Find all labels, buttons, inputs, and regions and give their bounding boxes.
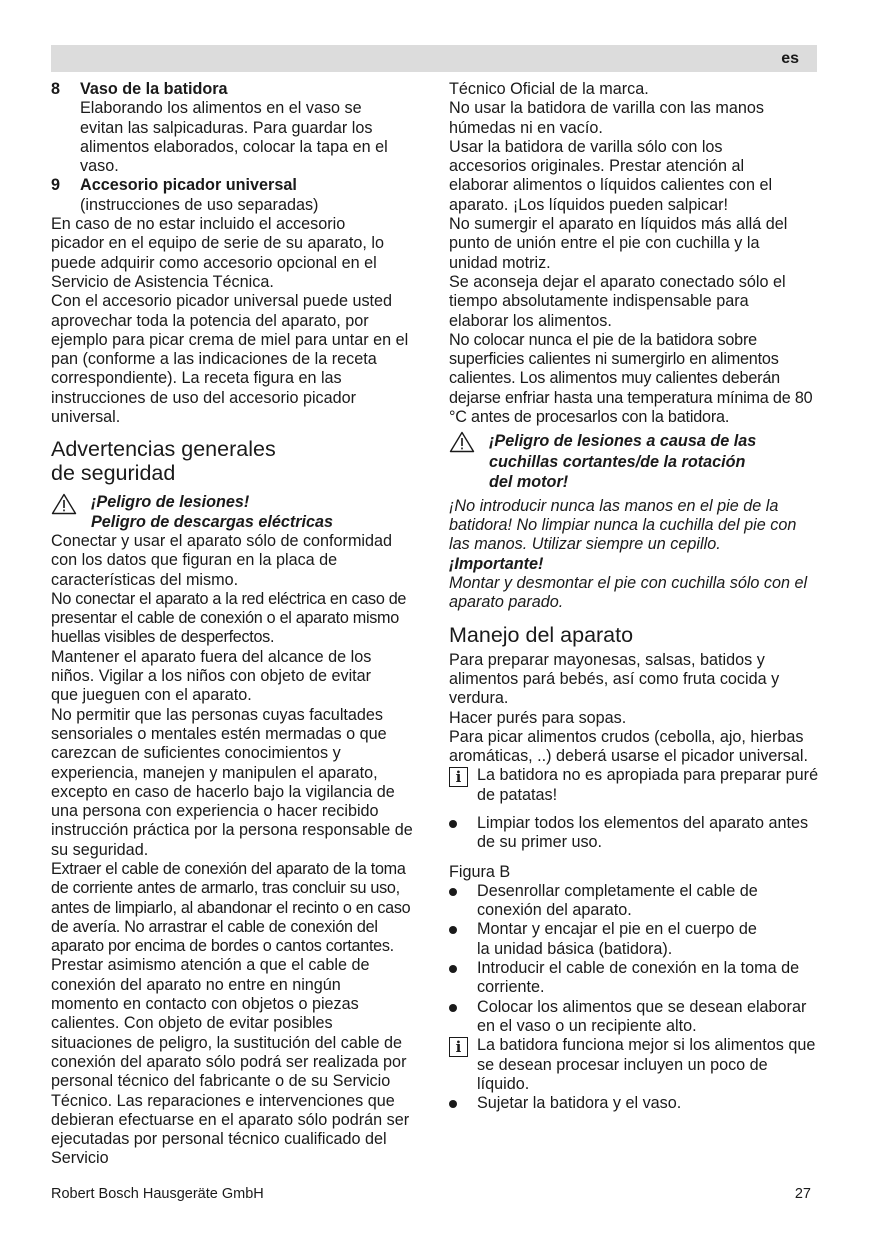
warning-text: del motor! [489,473,569,492]
right-column [449,80,819,1113]
item-text: Elaborando los alimentos en el vaso se evitan las salpicaduras. Para guardar los alimentos elaborados, colocar la tapa en el vaso. [80,99,388,176]
paragraph: Para preparar mayonesas, salsas, batidos y alimentos pará bebés, así como fruta cocida y verdura. [449,650,780,708]
bullet-text: Colocar los alimentos que se desean elaborar en el vaso o un recipiente alto. [477,997,807,1035]
bullet-text: Desenrollar completamente el cable de conexión del aparato. [477,881,758,920]
item-text: (instrucciones de uso separadas) [80,195,319,214]
paragraph: Para picar alimentos crudos (cebolla, ajo, hierbas aromáticas, ..) deberá usarse el picador universal. [449,727,808,766]
important-label: ¡Importante! [449,554,544,573]
list-item [449,998,819,1037]
info-note [449,1036,819,1094]
section-heading: Advertencias generales de seguridad [51,437,276,486]
paragraph: Con el accesorio picador universal puede usted aprovechar toda la potencia del aparato, por ejemplo para picar crema de miel para untar en el pan (conforme a las indicaciones de la receta correspondiente). La receta figura en las instrucciones de uso del accesorio picador universal. [51,292,409,427]
warning-text: Peligro de descargas eléctricas [91,512,334,531]
section-heading: Manejo del aparato [449,622,634,647]
item-number: 8 [51,80,61,98]
language-code: es [781,50,799,67]
list-item [449,959,819,998]
paragraph: Prestar asimismo atención a que el cable de conexión del aparato no entre en ningún momento en contacto con objetos o piezas calientes. Con objeto de evitar posibles situaciones de peligro, la sustitución del cable de conexión del aparato sólo podrá ser realizada por personal técnico del fabricante o de su Servicio Técnico. Las reparaciones e intervenciones que debieran efectuarse en el aparato sólo podrán ser ejecutadas por personal técnico cualificado del Servicio [51,956,410,1168]
paragraph: No permitir que las personas cuyas facultades sensoriales o mentales estén mermadas o que carezcan de suficientes conocimientos y experiencia, manejen y manipulen el aparato, excepto en caso de hacerlo bajo la vigilancia de una persona con experiencia o hacer recibido instrucción práctica por la persona responsable de su seguridad. [51,705,413,859]
paragraph: Se aconseja dejar el aparato conectado sólo el tiempo absolutamente indispensable para elaborar los alimentos. [449,272,786,330]
bullet-text: Montar y encajar el pie en el cuerpo de la unidad básica (batidora). [477,920,757,958]
info-note [449,766,819,805]
list-item [449,882,819,921]
paragraph: Usar la batidora de varilla sólo con los accesorios originales. Prestar atención al elaborar alimentos o líquidos calientes con el aparato. ¡Los líquidos pueden salpicar! [449,137,773,214]
page-number: 27 [794,1186,811,1202]
info-icon: i [449,767,468,787]
list-item-9 [51,176,421,215]
footer-company: Robert Bosch Hausgeräte GmbH [51,1186,264,1202]
paragraph: No conectar el aparato a la red eléctrica en caso de presentar el cable de conexión o el aparato mismo huellas visibles de desperfectos. [51,589,407,647]
info-text: La batidora funciona mejor si los alimentos que se desean procesar incluyen un poco de líquido. [477,1036,816,1093]
warning-text: ¡Peligro de lesiones! [91,493,250,512]
list-item [449,1094,819,1113]
paragraph: Mantener el aparato fuera del alcance de los niños. Vigilar a los niños con objeto de evitar que jueguen con el aparato. [51,647,372,705]
bullet-text: Sujetar la batidora y el vaso. [477,1094,682,1113]
paragraph: En caso de no estar incluido el accesorio picador en el equipo de serie de su aparato, lo puede adquirir como accesorio opcional en el Servicio de Asistencia Técnica. [51,215,384,291]
paragraph: Hacer purés para sopas. [449,708,627,727]
warning-triangle-icon [51,493,77,515]
bullet-text: Limpiar todos los elementos del aparato antes de su primer uso. [477,814,809,852]
warning-text: cuchillas cortantes/de la rotación [489,452,746,471]
italic-paragraph: ¡No introducir nunca las manos en el pie de la batidora! No limpiar nunca la cuchilla del pie con las manos. Utilizar siempre un cepillo. [449,496,797,554]
warning-text: ¡Peligro de lesiones a causa de las [489,432,757,451]
paragraph: Extraer el cable de conexión del aparato de la toma de corriente antes de armarlo, tras concluir su uso, antes de limpiarlo, al abandonar el recinto o en caso de avería. No arrastrar el cable de conexión del aparato por encima de bordes o cantos cortantes. [51,859,411,956]
warning-notice [449,431,819,493]
figure-label: Figura B [449,862,511,881]
paragraph: No colocar nunca el pie de la batidora sobre superficies calientes ni sumergirlo en alimentos calientes. Los alimentos muy calientes deberán dejarse enfriar hasta una temperatura mínima de 80 °C antes de procesarlos con la batidora. [449,330,813,427]
paragraph: Conectar y usar el aparato sólo de conformidad con los datos que figuran en la placa de características del mismo. [51,531,393,589]
warning-triangle-icon [449,431,475,453]
bullet-text: Introducir el cable de conexión en la toma de corriente. [477,959,800,997]
info-icon: i [449,1037,468,1057]
item-title: Accesorio picador universal [80,176,297,195]
list-item [449,920,819,959]
warning-notice [51,493,421,532]
item-title: Vaso de la batidora [80,80,228,98]
paragraph: Técnico Oficial de la marca. [449,80,649,98]
left-column [51,80,421,1169]
header-bar [51,45,817,72]
item-number: 9 [51,176,61,195]
info-text: La batidora no es apropiada para preparar puré de patatas! [477,766,819,804]
paragraph: No usar la batidora de varilla con las manos húmedas ni en vacío. [449,99,764,137]
list-item-8 [51,80,421,176]
italic-paragraph: Montar y desmontar el pie con cuchilla sólo con el aparato parado. [449,574,808,612]
paragraph: No sumergir el aparato en líquidos más allá del punto de unión entre el pie con cuchilla y la unidad motriz. [449,215,788,272]
list-item [449,814,819,853]
